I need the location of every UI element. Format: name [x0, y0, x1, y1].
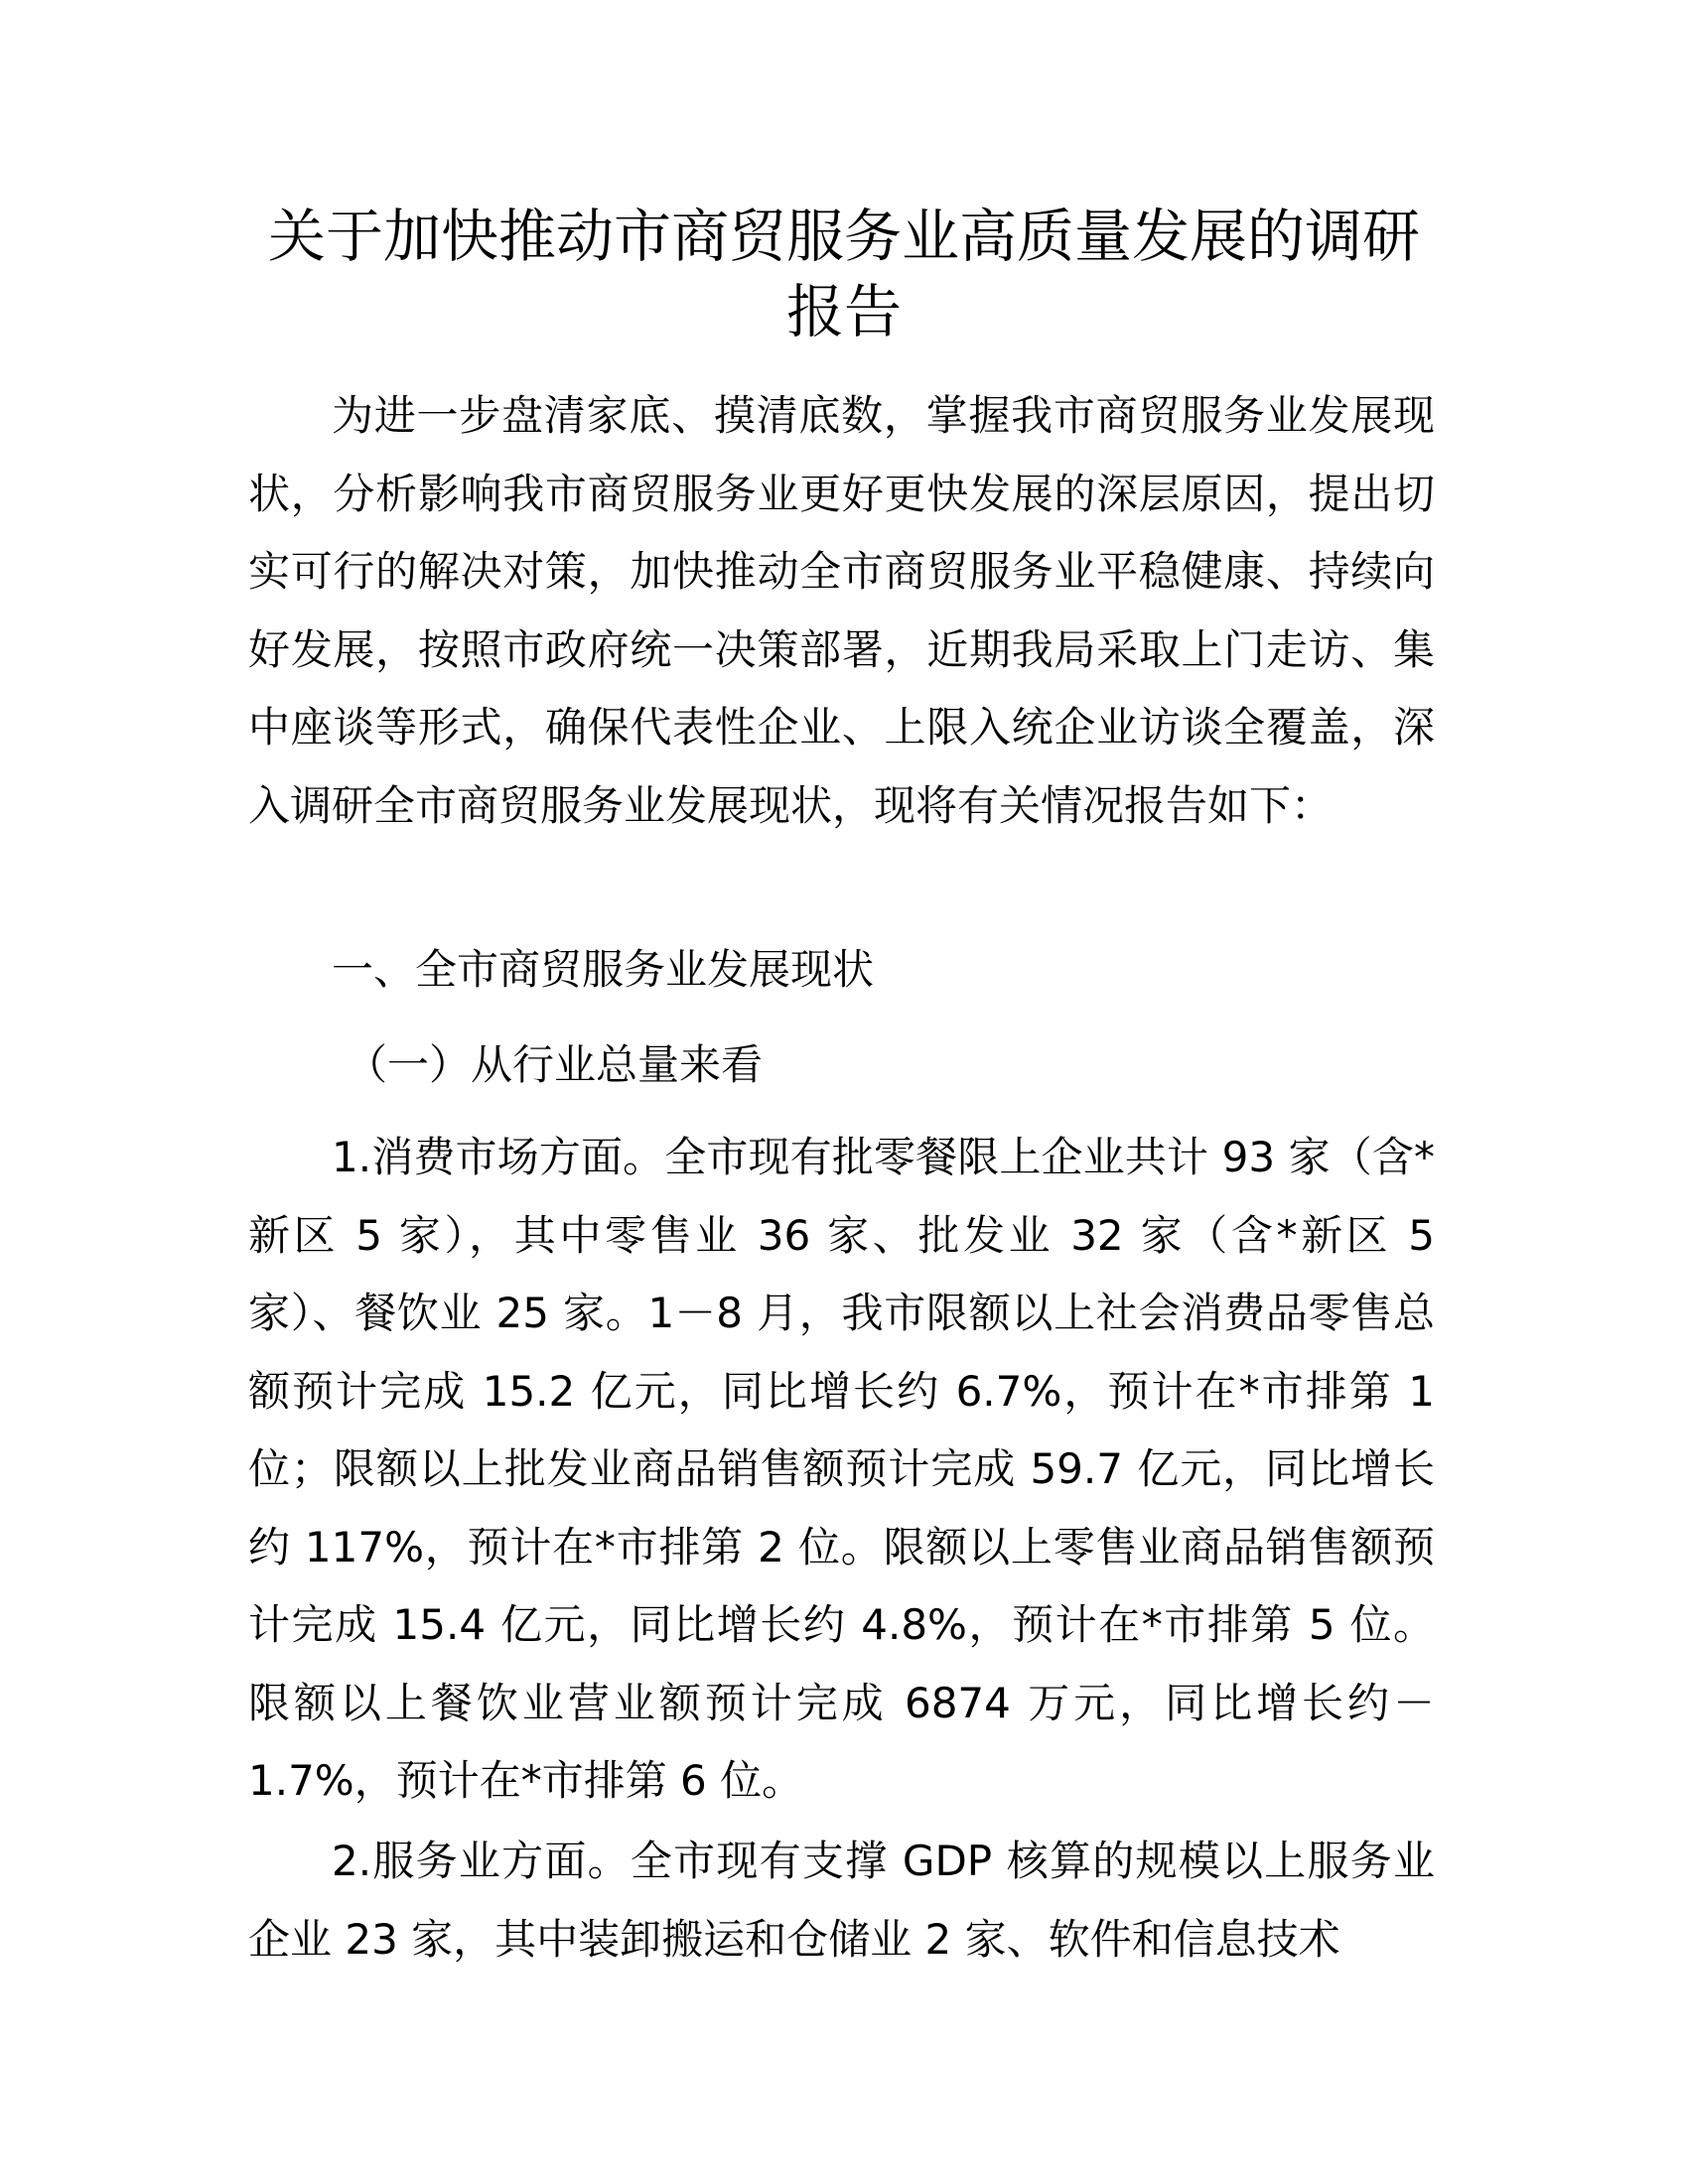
intro-paragraph: 为进一步盘清家底、摸清底数，掌握我市商贸服务业发展现状，分析影响我市商贸服务业更好更快发展的深层原因，提出切实可行的解决对策，加快推动全市商贸服务业平稳健康、持续向好发展，按照市政府统一决策部署，近期我局采取上门走访、集中座谈等形式，确保代表性企业、上限入统企业访谈全覆盖，深入调研全市商贸服务业发展现状，现将有关情况报告如下： [248, 391, 1435, 830]
subsection-heading: （一）从行业总量来看 [346, 1040, 764, 1089]
service-industry-paragraph: 2.服务业方面。全市现有支撑 GDP 核算的规模以上服务业企业 23 家，其中装卸搬运和仓储业 2 家、软件和信息技术 [248, 1837, 1435, 1964]
document-title: 关于加快推动市商贸服务业高质量发展的调研报告 [267, 203, 1420, 345]
consumer-market-paragraph: 1.消费市场方面。全市现有批零餐限上企业共计 93 家（含*新区 5 家），其中零售业 36 家、批发业 32 家（含*新区 5 家）、餐饮业 25 家。1－8 月，我市限额以上社会消费品零售总额预计完成 15.2 亿元，同比增长约 6.7%，预计在*市排第 1 位；限额以上批发业商品销售额预计完成 59.7 亿元，同比增长约 117%，预计在*市排第 2 位。限额以上零售业商品销售额预计完成 15.4 亿元，同比增长约 4.8%，预计在*市排第 5 位。限额以上餐饮业营业额预计完成 6874 万元，同比增长约－1.7%，预计在*市排第 6 位。 [248, 1133, 1435, 1805]
section-heading: 一、全市商贸服务业发展现状 [332, 945, 875, 994]
